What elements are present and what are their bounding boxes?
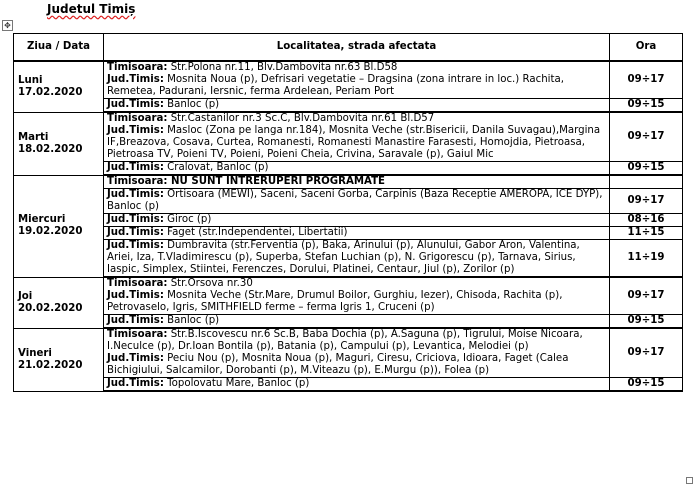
location-cell: [104, 112, 610, 162]
location-entry: [107, 62, 606, 74]
hour-cell: 09÷15: [610, 99, 683, 113]
hour-cell: 09÷15: [610, 315, 683, 329]
hour-cell: 09÷17: [610, 277, 683, 315]
hour-cell: 11÷15: [610, 227, 683, 240]
column-header-day: Ziua / Data: [14, 34, 104, 62]
day-cell: [14, 277, 104, 328]
table-row: [14, 112, 683, 162]
affected-streets: Dumbravita (str.Ferventia (p), Baka, Arinului (p), Alunului, Gabor Aron, Valentina, Ariei, Iza, T.Vladimirescu (p), Superba, Stefan Luchian (p), N. Grigorescu (p), Tarnava, Sirius, Iaspic, Simplex, Stiintei, Ferenczes, Dorului, Platinei, Centaur, Jiul (p), Zorilor (p): [107, 240, 580, 275]
day-date: 20.02.2020: [18, 302, 83, 314]
affected-streets: Mosnita Noua (p), Defrisari vegetatie – Dragsina (zona intrare in loc.) Rachita, Remetea, Padurani, Iersnic, ferma Ardelean, Periam Port: [107, 74, 564, 97]
affected-streets: Str.Orsova nr.30: [167, 278, 253, 289]
day-name: Joi: [18, 290, 33, 302]
area-label: Jud.Timis:: [107, 290, 164, 301]
day-date: 18.02.2020: [18, 143, 83, 155]
table-row: [14, 378, 683, 392]
day-name: Marti: [18, 131, 49, 143]
day-date: 17.02.2020: [18, 86, 83, 98]
affected-streets: Banloc (p): [163, 99, 220, 110]
day-date: 21.02.2020: [18, 359, 83, 371]
location-entry: [107, 189, 606, 213]
location-entry: [107, 74, 606, 98]
affected-streets: Banloc (p): [163, 315, 220, 326]
day-name: Luni: [18, 74, 43, 86]
hour-cell: 09÷17: [610, 189, 683, 214]
area-label: Jud.Timis:: [107, 125, 164, 136]
table-row: [14, 162, 683, 176]
day-name: Miercuri: [18, 214, 66, 225]
table-row: [14, 240, 683, 278]
location-cell: [104, 162, 610, 176]
table-resize-handle[interactable]: [686, 477, 693, 484]
day-cell: [14, 328, 104, 391]
location-entry: [107, 353, 606, 377]
location-entry: [107, 162, 606, 174]
location-cell: [104, 61, 610, 99]
area-label: Timisoara:: [107, 113, 168, 124]
location-entry: [107, 113, 606, 125]
affected-streets: Peciu Nou (p), Mosnita Noua (p), Maguri, Ciresu, Criciova, Idioara, Faget (Calea Bichigiului, Salcamilor, Dorobanti (p), M.Viteazu (p), E.Murgu (p)), Folea (p): [107, 353, 569, 376]
hour-cell: 09÷17: [610, 328, 683, 378]
area-label: Timisoara:: [107, 62, 168, 73]
table-row: [14, 328, 683, 378]
area-label: Timisoara:: [107, 329, 168, 340]
day-cell: [14, 61, 104, 112]
outage-table: [13, 33, 683, 392]
area-label: Timisoara:: [107, 278, 168, 289]
affected-streets: Ortisoara (MEWI), Saceni, Saceni Gorba, Carpinis (Baza Receptie AMEROPA, ICE DYP), Banloc (p): [107, 189, 603, 212]
hour-cell: [610, 175, 683, 189]
day-date: 19.02.2020: [18, 226, 83, 237]
affected-streets: Masloc (Zona pe langa nr.184), Mosnita Veche (str.Bisericii, Danila Suvagau),Margina IF,Breazova, Cosava, Curtea, Romanesti, Romanesti Manastire Farasesti, Homojdia, Pietroasa, Pietroasa TV, Poieni TV, Poieni, Poieni Cheia, Crivina, Saravale (p), Gaiul Mic: [107, 125, 601, 160]
location-cell: [104, 99, 610, 113]
column-header-location: Localitatea, strada afectata: [104, 34, 610, 62]
affected-streets: Str.Polona nr.11, Blv.Dambovita nr.63 Bl.D58: [167, 62, 398, 73]
location-cell: [104, 227, 610, 240]
table-row: [14, 61, 683, 99]
location-entry: [107, 329, 606, 353]
affected-streets: Topolovatu Mare, Banloc (p): [163, 378, 310, 389]
area-label: Jud.Timis:: [107, 214, 164, 225]
day-cell: [14, 112, 104, 175]
location-entry: [107, 227, 606, 239]
location-entry: [107, 176, 606, 188]
affected-streets: NU SUNT INTRERUPERI PROGRAMATE: [167, 176, 385, 187]
area-label: Jud.Timis:: [107, 99, 164, 110]
location-entry: [107, 99, 606, 111]
hour-cell: 09÷17: [610, 61, 683, 99]
area-label: Jud.Timis:: [107, 240, 164, 251]
area-label: Jud.Timis:: [107, 189, 164, 200]
location-entry: [107, 125, 606, 161]
area-label: Jud.Timis:: [107, 315, 164, 326]
affected-streets: Mosnita Veche (Str.Mare, Drumul Boilor, Gurghiu, Iezer), Chisoda, Rachita (p), Petrovaselo, Igris, SMITHFIELD ferme – ferma Igris 1, Cruceni (p): [107, 290, 563, 313]
location-cell: [104, 240, 610, 278]
page-title: Judetul Timiș: [47, 2, 136, 16]
affected-streets: Str.Castanilor nr.3 Sc.C, Blv.Dambovita nr.61 Bl.D57: [167, 113, 435, 124]
table-row: [14, 99, 683, 113]
table-row: [14, 175, 683, 189]
location-entry: [107, 214, 606, 226]
hour-cell: 11÷19: [610, 240, 683, 278]
location-entry: [107, 290, 606, 314]
affected-streets: Faget (str.Independentei, Libertatii): [163, 227, 348, 238]
location-cell: [104, 189, 610, 214]
area-label: Jud.Timis:: [107, 74, 164, 85]
area-label: Jud.Timis:: [107, 378, 164, 389]
table-row: [14, 227, 683, 240]
area-label: Timisoara:: [107, 176, 168, 187]
table-row: [14, 214, 683, 227]
area-label: Jud.Timis:: [107, 227, 164, 238]
location-entry: [107, 278, 606, 290]
affected-streets: Cralovat, Banloc (p): [163, 162, 269, 173]
day-name: Vineri: [18, 347, 52, 359]
hour-cell: 09÷17: [610, 112, 683, 162]
location-cell: [104, 214, 610, 227]
location-entry: [107, 378, 606, 390]
day-cell: [14, 175, 104, 277]
column-header-hour: Ora: [610, 34, 683, 62]
affected-streets: Str.B.Iscovescu nr.6 Sc.B, Baba Dochia (p), A.Saguna (p), Tigrului, Moise Nicoara, I.Neculce (p), Dr.Ioan Bontila (p), Batania (p), Campului (p), Levantica, Melodiei (p): [107, 329, 583, 352]
hour-cell: 08÷16: [610, 214, 683, 227]
hour-cell: 09÷15: [610, 378, 683, 392]
table-row: [14, 315, 683, 329]
location-cell: [104, 175, 610, 189]
location-cell: [104, 277, 610, 315]
hour-cell: 09÷15: [610, 162, 683, 176]
affected-streets: Giroc (p): [163, 214, 212, 225]
area-label: Jud.Timis:: [107, 162, 164, 173]
area-label: Jud.Timis:: [107, 353, 164, 364]
location-entry: [107, 240, 606, 276]
table-header-row: [14, 34, 683, 62]
table-row: [14, 277, 683, 315]
table-row: [14, 189, 683, 214]
location-cell: [104, 328, 610, 378]
location-entry: [107, 315, 606, 327]
location-cell: [104, 378, 610, 392]
location-cell: [104, 315, 610, 329]
table-move-handle-icon[interactable]: ✥: [2, 20, 13, 31]
